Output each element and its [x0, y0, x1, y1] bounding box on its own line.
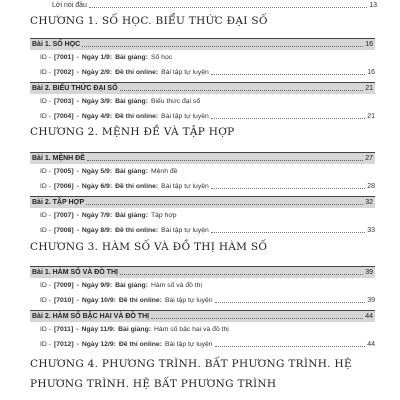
- entry-kind: Bài giảng:: [115, 212, 148, 219]
- entry-page: 28: [367, 183, 375, 190]
- entry-name: Hàm số bậc hai và đồ thị: [154, 326, 229, 333]
- section-title: Bài 1. SỐ HỌC: [32, 41, 81, 48]
- entry-name: Bài tập tự luyện: [161, 227, 209, 234]
- leader-dots: [87, 160, 363, 161]
- chapter-title[interactable]: CHƯƠNG 1. SỐ HỌC. BIỂU THỨC ĐẠI SỐ: [30, 15, 268, 27]
- entry-name: Mệnh đề: [150, 168, 178, 175]
- toc-entry[interactable]: [40, 210, 375, 221]
- toc-entry[interactable]: [40, 181, 375, 192]
- leader-dots: [215, 346, 366, 347]
- leader-dots: [151, 318, 363, 319]
- entry-id: [7012]: [53, 341, 74, 348]
- id-prefix: ID -: [40, 98, 51, 105]
- entry-date: Ngày 8/9:: [81, 227, 113, 234]
- entry-kind: Bài giảng:: [115, 98, 148, 105]
- toc-entry[interactable]: [40, 67, 375, 78]
- entry-name: Bài tập tự luyện: [161, 113, 209, 120]
- section-page: 21: [365, 85, 373, 92]
- entry-dash: -: [76, 168, 79, 175]
- id-prefix: ID -: [40, 168, 51, 175]
- entry-dash: -: [76, 227, 79, 234]
- entry-kind: Đề thi online:: [115, 113, 159, 120]
- id-prefix: ID -: [40, 54, 51, 61]
- entry-id: [7006]: [53, 183, 74, 190]
- entry-kind: Đề thi online:: [115, 227, 159, 234]
- section-row[interactable]: [30, 310, 375, 322]
- entry-dash: -: [76, 69, 79, 76]
- section-title: Bài 1. MỆNH ĐỀ: [32, 155, 85, 162]
- entry-id: [7002]: [53, 69, 74, 76]
- entry-date: Ngày 12/9:: [81, 341, 116, 348]
- leader-dots: [211, 188, 365, 189]
- leader-dots: [211, 118, 365, 119]
- toc-entry[interactable]: [40, 225, 375, 236]
- entry-date: Ngày 1/9:: [81, 54, 113, 61]
- id-prefix: ID -: [40, 227, 51, 234]
- entry-kind: Bài giảng:: [115, 54, 148, 61]
- toc-entry[interactable]: [40, 166, 375, 177]
- intro-page: 13: [369, 1, 377, 9]
- section-title: Bài 2. TẬP HỢP: [32, 199, 85, 206]
- section-page: 16: [365, 41, 373, 48]
- section-row[interactable]: [30, 152, 375, 164]
- entry-kind: Bài giảng:: [115, 168, 148, 175]
- entry-id: [7005]: [53, 168, 74, 175]
- entry-date: Ngày 2/9:: [81, 69, 113, 76]
- leader-dots: [82, 46, 363, 47]
- leader-dots: [211, 74, 365, 75]
- section-page: 39: [365, 269, 373, 276]
- entry-dash: -: [76, 98, 79, 105]
- entry-kind: Bài giảng:: [115, 282, 148, 289]
- section-row[interactable]: [30, 196, 375, 208]
- entry-id: [7003]: [53, 98, 74, 105]
- section-page: 32: [365, 199, 373, 206]
- entry-kind: Bài giảng:: [118, 326, 151, 333]
- entry-dash: -: [76, 282, 79, 289]
- id-prefix: ID -: [40, 326, 51, 333]
- leader-dots: [211, 232, 365, 233]
- entry-dash: -: [76, 326, 79, 333]
- entry-page: 39: [367, 297, 375, 304]
- entry-page: 21: [367, 113, 375, 120]
- id-prefix: ID -: [40, 113, 51, 120]
- entry-name: Bài tập tự luyện: [164, 341, 213, 348]
- entry-date: Ngày 9/9:: [81, 282, 113, 289]
- entry-name: Tập hợp: [150, 212, 177, 219]
- entry-date: Ngày 5/9:: [81, 168, 113, 175]
- leader-dots: [89, 7, 367, 8]
- entry-kind: Đề thi online:: [118, 297, 162, 304]
- section-row[interactable]: [30, 266, 375, 278]
- entry-id: [7011]: [53, 326, 74, 333]
- entry-kind: Đề thi online:: [115, 69, 159, 76]
- entry-page: 33: [367, 227, 375, 234]
- id-prefix: ID -: [40, 69, 51, 76]
- section-page: 27: [365, 155, 373, 162]
- entry-id: [7009]: [53, 282, 74, 289]
- leader-dots: [215, 302, 366, 303]
- section-row[interactable]: [30, 82, 375, 94]
- entry-dash: -: [76, 212, 79, 219]
- intro-label: Lời nói đầu: [52, 1, 87, 9]
- toc-entry[interactable]: [40, 339, 375, 350]
- leader-dots: [120, 90, 364, 91]
- leader-dots: [120, 274, 363, 275]
- entry-date: Ngày 4/9:: [81, 113, 113, 120]
- entry-date: Ngày 11/9:: [81, 326, 116, 333]
- toc-entry[interactable]: [40, 295, 375, 306]
- entry-page: 16: [367, 69, 375, 76]
- toc-entry[interactable]: [40, 324, 375, 335]
- section-title: Bài 1. HÀM SỐ VÀ ĐỒ THỊ: [32, 269, 118, 276]
- entry-name: Bài tập tự luyện: [164, 297, 213, 304]
- section-row[interactable]: [30, 38, 375, 50]
- chapter-title[interactable]: CHƯƠNG 3. HÀM SỐ VÀ ĐỒ THỊ HÀM SỐ: [30, 241, 268, 253]
- entry-name: Biểu thức đại số: [150, 98, 201, 105]
- toc-entry[interactable]: [40, 111, 375, 122]
- entry-name: Bài tập tự luyện: [161, 183, 209, 190]
- entry-id: [7007]: [53, 212, 74, 219]
- entry-dash: -: [76, 341, 79, 348]
- entry-date: Ngày 10/9:: [81, 297, 116, 304]
- entry-dash: -: [76, 183, 79, 190]
- entry-date: Ngày 7/9:: [81, 212, 113, 219]
- id-prefix: ID -: [40, 341, 51, 348]
- entry-kind: Đề thi online:: [118, 341, 162, 348]
- chapter-title[interactable]: CHƯƠNG 4. PHƯƠNG TRÌNH. BẤT PHƯƠNG TRÌNH. HỆ PHƯƠNG TRÌNH. HỆ BẤT PHƯƠNG TRÌNH: [30, 358, 352, 390]
- toc-intro-row[interactable]: [52, 0, 377, 10]
- entry-dash: -: [76, 113, 79, 120]
- entry-date: Ngày 3/9:: [81, 98, 113, 105]
- chapter-title[interactable]: CHƯƠNG 2. MỆNH ĐỀ VÀ TẬP HỢP: [30, 126, 235, 138]
- entry-dash: -: [76, 297, 79, 304]
- id-prefix: ID -: [40, 183, 51, 190]
- section-title: Bài 2. BIỂU THỨC ĐẠI SỐ: [32, 85, 118, 92]
- id-prefix: ID -: [40, 297, 51, 304]
- section-page: 44: [365, 313, 373, 320]
- section-title: Bài 2. HÀM SỐ BẬC HAI VÀ ĐỒ THỊ: [32, 313, 150, 320]
- entry-name: Bài tập tự luyện: [161, 69, 209, 76]
- entry-name: Hàm số và đồ thị: [150, 282, 202, 289]
- entry-page: 44: [367, 341, 375, 348]
- entry-id: [7004]: [53, 113, 74, 120]
- id-prefix: ID -: [40, 282, 51, 289]
- toc-entry[interactable]: [40, 280, 375, 291]
- entry-id: [7001]: [53, 54, 74, 61]
- id-prefix: ID -: [40, 212, 51, 219]
- entry-kind: Đề thi online:: [115, 183, 159, 190]
- entry-date: Ngày 6/9:: [81, 183, 113, 190]
- leader-dots: [86, 204, 363, 205]
- toc-entry[interactable]: [40, 52, 375, 63]
- toc-entry[interactable]: [40, 96, 375, 107]
- entry-dash: -: [76, 54, 79, 61]
- entry-name: Số học: [150, 54, 173, 61]
- entry-id: [7010]: [53, 297, 74, 304]
- entry-id: [7008]: [53, 227, 74, 234]
